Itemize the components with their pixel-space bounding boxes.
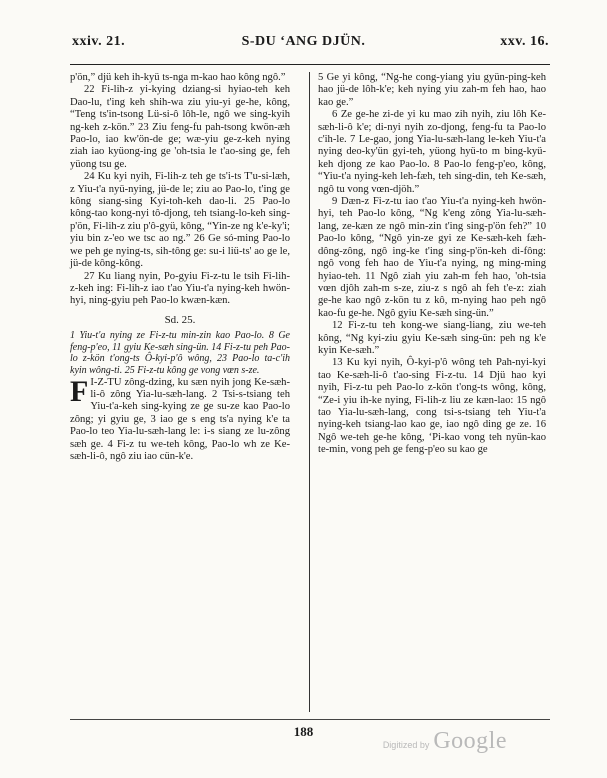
drop-cap: F <box>70 374 89 408</box>
header-title: S-DU ‘ANG DJÜN. <box>241 34 366 49</box>
chapter-title: Sd. 25. <box>164 313 196 326</box>
paragraph: 9 Dæn-z Fi-z-tu iao t'ao Yiu-t'a nying-keh hwön-hyi, teh Pao-lo kông, “Ng k'eng zông Yia-lu-sæh-lang, ze-kæn ze ngô min-zin t'ing sing-p'ön feh?” 10 Pao-lo kông, “Ngô yin-ze gyi ze Ke-sæh-keh fæh-dông-zông, ngô ing-ke t'ing sing-p'ön-keh di-fông: ngô vong feh hao de Yiu-t'a nying, ng ming-ming hyiao-teh. 11 Ngô ziah yiu zah-m feh hao, 'oh-tsia vœn djôh zah-m s-ze, ziu-z s ngô ah feh t'e-z: ziah ge-he kao ngô z-kön tu z kô, m-nying hao peh ngô kao-fu ge-he. Ngô gyiu Ke-sæh sing-ün.” <box>318 196 546 319</box>
paragraph: 12 Fi-z-tu teh kong-we siang-liang, ziu we-teh kông, “Ng kyi-ziu gyiu Ke-sæh sing-ün: peh ng k'e kyin Ke-sæh.” <box>318 320 546 356</box>
chapter-opening-paragraph <box>70 374 290 464</box>
google-logo: Google <box>433 728 507 754</box>
paragraph: 24 Ku kyi nyih, Fi-lih-z teh ge ts'i-ts T'u-si-læh, z Yiu-t'a nyü-nying, jü-de le; ziu ao Pao-lo, t'ing ge kông siang-sing Kyi-toh-keh dao-li. 25 Pao-lo kông-tao kong-nyi tô-djong, teh tsiang-lo-keh sing-p'ön, Fi-lih-z ziu p'ô-gyü, kông, “Yin-ze ng k'e-ky'i; yiu bin z-'eo we tsc ao ng.” 26 Ge só-ming Pao-lo we peh ge nying-ts, sih-tông ge: su-i liü-ts' ao ge le, jü-de kông-kông. <box>70 171 290 270</box>
chapter-summary: 1 Yiu-t'a nying ze Fi-z-tu min-zin kao Pao-lo. 8 Ge feng-p'eo, 11 gyiu Ke-sæh sing-ün. 14 Fi-z-tu peh Pao-lo z-kön t'ong-ts Ô-kyi-p'ô wông, 23 Pao-lo ta-c'ih kyin wông-ti. 25 Fi-z-tu kông ge vong vœn s-ze. <box>70 330 290 376</box>
header-left-reference: xxiv. 21. <box>72 34 126 49</box>
running-header <box>0 34 607 56</box>
right-column <box>318 72 546 457</box>
paragraph: 5 Ge yi kông, “Ng-he cong-yiang yiu gyün-ping-keh hao jü-de lôh-k'e; keh nying yiu zah-m feh hao, hao kao ge.” <box>318 72 546 108</box>
footer-rule <box>70 719 550 720</box>
header-rule <box>70 64 550 65</box>
page-number: 188 <box>293 724 314 739</box>
paragraph-text: zông-dzing, ku sæn nyih jong Ke-sæh-li-ô zông Yia-lu-sæh-lang. 2 Tsi-s-tsiang teh Yiu-t'a-keh sing-kying ze ge su-ze kao Pao-lo zông; yi gyiu ge, 3 iao ge s eng ts'a nying k'e ta Pao-lo teo Yia-lu-sæh-lang le: i-s siang ze lu-zông sæh ge. 4 Fi-z tu we-teh kông, Pao-lo wh ze Ke-sæh-li-ô, ngô ziu iao cün-k'e. <box>70 376 290 462</box>
paragraph: p'ön,” djü keh ih-kyü ts-nga m-kao hao kông ngô.” <box>70 72 286 83</box>
paragraph: 6 Ze ge-he zi-de yi ku mao zih nyih, ziu lôh Ke-sæh-li-ô k'e; di-nyi nyih zo-djong, feng-fu ta Pao-lo c'ih-le. 7 Le-gao, jong Yia-lu-sæh-lang le-keh Yiu-t'a nying deo-ky'ün gyi-teh, yüong hyü-to m bing-kyü-keh djong ze kao Pao-lo. 8 Pao-lo feng-p'eo, kông, “Yiu-t'a nying-keh leh-fæh, teh sing-din, teh Ke-sæh, ngô tu vong vœn-djöh.” <box>318 109 546 195</box>
digitized-label: Digitized by <box>382 740 430 750</box>
column-divider <box>309 72 310 712</box>
paragraph: 22 Fi-lih-z yi-kying dziang-si hyiao-teh keh Dao-lu, t'ing keh shih-wa ziu yiu-yi ge-he, kông, “Teng ts'in-tsong Lü-si-ô lôh-le, ngô we sing-kyih ng-keh z-kön.” 23 Ziu feng-fu pah-tsong kwön-æh Pao-lo, iao kw'ön-de ge; wæ-yiu ge-z-keh nying ziah iao kyüong-ing ge 'oh-tsia le t'ao-sing ge, feh yüong tsu ge. <box>70 84 290 170</box>
opening-word: I-Z-TU <box>90 376 122 388</box>
paragraph: 13 Ku kyi nyih, Ô-kyi-p'ô wông teh Pah-nyi-kyi tao Ke-sæh-li-ô t'ao-sing Fi-z-tu. 14 Djü hao kyi nyih, Fi-z-tu peh Pao-lo z-kön t'ong-ts wông, kông, “Ze-i yiu ih-ke nying, Fi-lih-z liu ze kæn-lao: 15 ngô tao Yia-lu-sæh-lang, cong tsi-s-tsiang teh Yiu-t'a nying-keh tsiang-lao kao ge, iao ngô ding ge ze. 16 Ngô we-teh ge-he kông, ‘Pi-kao vong teh nyün-kao te-min, vong peh ge feng-p'eo su kao ge <box>318 357 546 456</box>
left-column <box>70 72 290 463</box>
paragraph: 27 Ku liang nyin, Po-gyiu Fi-z-tu le tsih Fi-lih-z-keh ing: Fi-lih-z iao t'ao Yiu-t'a nying-keh hwön-hyi, ning-gyiu peh Pao-lo kwæn-kæn. <box>70 270 290 307</box>
digitized-watermark <box>383 728 507 755</box>
header-right-reference: xxv. 16. <box>500 34 549 49</box>
